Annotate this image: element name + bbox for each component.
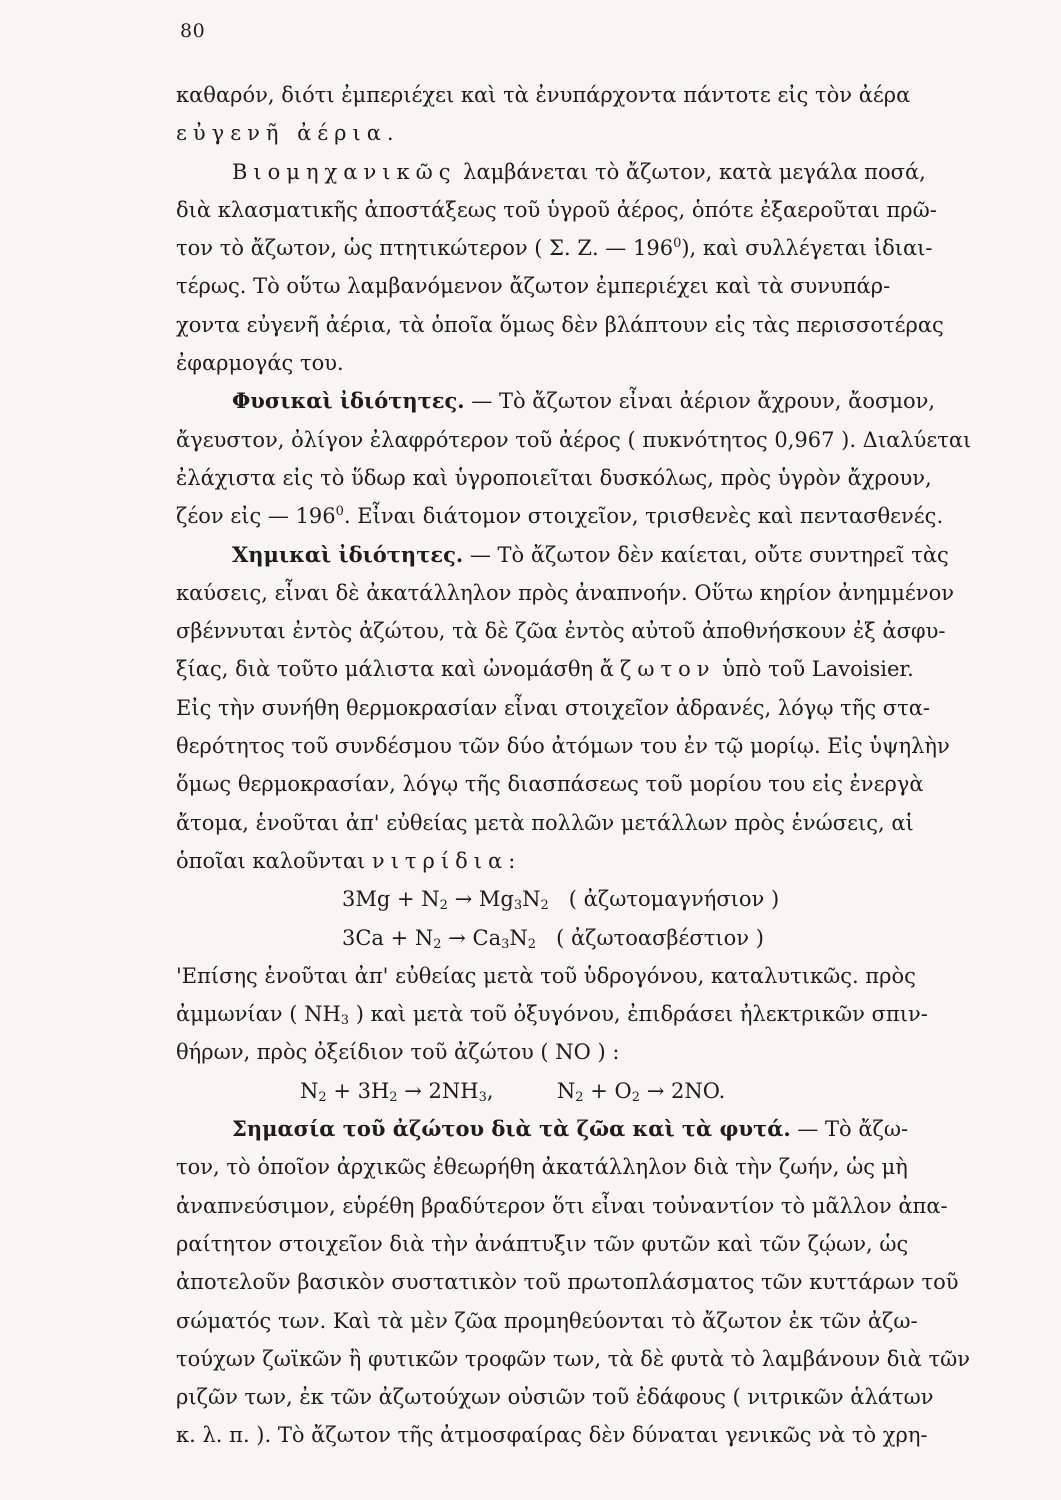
equation-text: ( ἀζωτοασβέστιον ) — [536, 925, 764, 950]
equation-text: 3Ca + N — [342, 925, 434, 950]
equation-text: + O — [583, 1078, 632, 1103]
text-line — [176, 842, 1028, 880]
text-line: καύσεις, εἶναι δὲ ἀκατάλληλον πρὸς ἀναπνοήν. Οὕτω κηρίον ἀνημμένον — [176, 580, 954, 605]
text-span: — Τὸ ἄζωτον δὲν καίεται, οὔτε συντηρεῖ τὰς — [463, 542, 949, 567]
text-line: ὅμως θερμοκρασίαν, λόγῳ τῆς διασπάσεως τοῦ μορίου του εἰς ἐνεργὰ — [176, 772, 924, 797]
text-line: ἐλάχιστα εἰς τὸ ὕδωρ καὶ ὑγροποιεῖται δυσκόλως, πρὸς ὑγρὸν ἄχρουν, — [176, 465, 932, 490]
text-line: ἀποτελοῦν βασικὸν συστατικὸν τοῦ πρωτοπλάσματος τῶν κυττάρων τοῦ — [176, 1270, 959, 1295]
text-line — [176, 229, 1028, 267]
equation-line — [176, 919, 1028, 957]
equation-text: N — [522, 887, 541, 912]
text-line: ἄτομα, ἑνοῦται ἀπ' εὐθείας μετὰ πολλῶν μετάλλων πρὸς ἑνώσεις, αἱ — [176, 810, 914, 835]
equation-text: ( ἀζωτομαγνήσιον ) — [548, 887, 780, 912]
text-span: — Τὸ ἄζω- — [790, 1117, 909, 1142]
text-span: . Εἶναι διάτομον στοιχεῖον, τρισθενὲς καὶ πεντασθενές. — [343, 504, 944, 529]
section-heading: Χημικαὶ ἰδιότητες. — [232, 541, 464, 567]
text-line — [176, 650, 1028, 688]
text-line — [176, 382, 1028, 420]
equation-text: 3Mg + N — [342, 887, 440, 912]
subscript: 2 — [318, 1089, 327, 1105]
text-line: Εἰς τὴν συνήθη θερμοκρασίαν εἶναι στοιχεῖον ἀδρανές, λόγῳ τῆς στα- — [176, 695, 930, 720]
equation-line — [176, 1072, 1028, 1110]
text-line: σώματός των. Καὶ τὰ μὲν ζῶα προμηθεύονται τὸ ἄζωτον ἐκ τῶν ἀζω- — [176, 1308, 918, 1333]
subscript: 2 — [575, 1089, 584, 1105]
text-span: ἀμμωνίαν ( NH — [176, 1002, 341, 1027]
text-line — [176, 995, 1028, 1033]
equation-text: → Mg — [447, 887, 514, 912]
text-line: θήρων, πρὸς ὀξείδιον τοῦ ἀζώτου ( NO ) : — [176, 1040, 620, 1065]
text-span: ὁποῖαι καλοῦνται — [176, 848, 372, 873]
text-line: τούχων ζωϊκῶν ἢ φυτικῶν τροφῶν των, τὰ δὲ φυτὰ τὸ λαμβάνουν διὰ τῶν — [176, 1346, 971, 1371]
subscript: 3 — [340, 1013, 350, 1029]
subscript: 2 — [631, 1089, 641, 1105]
text-line — [176, 536, 1028, 574]
equation-part — [300, 1079, 494, 1103]
text-line: τέρως. Τὸ οὕτω λαμβανόμενον ἄζωτον ἐμπεριέχει καὶ τὰ συνυπάρ- — [176, 274, 891, 299]
subscript: 2 — [433, 936, 442, 952]
text-line: ραίτητον στοιχεῖον διὰ τὴν ἀνάπτυξιν τῶν φυτῶν καὶ τῶν ζῴων, ὡς — [176, 1231, 909, 1256]
equation-line — [176, 880, 1028, 918]
equation-text: , — [486, 1078, 494, 1103]
superscript: 0 — [673, 236, 682, 252]
subscript: 3 — [513, 898, 523, 914]
section-heading: Σημασία τοῦ ἀζώτου διὰ τὰ ζῶα καὶ τὰ φυτά. — [232, 1116, 791, 1142]
text-line: κ. λ. π. ). Τὸ ἄζωτον τῆς ἀτμοσφαίρας δὲν δύναται γενικῶς νὰ τὸ χρη- — [176, 1423, 928, 1448]
text-line: εὐγενῆ ἀέρια. — [176, 121, 400, 146]
equation-text: + 3H — [326, 1078, 390, 1103]
subscript: 3 — [478, 1089, 487, 1105]
text-span: ) καὶ μετὰ τοῦ ὀξυγόνου, ἐπιδράσει ἠλεκτρικῶν σπιν- — [349, 1002, 928, 1027]
text-span: : — [508, 848, 516, 873]
text-line: διὰ κλασματικῆς ἀποστάξεως τοῦ ὑγροῦ ἀέρος, ὁπότε ἐξαεροῦται πρῶ- — [176, 197, 937, 222]
equation-text: N — [300, 1078, 319, 1103]
equation-text: N — [509, 925, 528, 950]
subscript: 2 — [527, 936, 537, 952]
text-line — [176, 497, 1028, 535]
subscript: 2 — [540, 898, 549, 914]
text-span: ὑπὸ τοῦ Lavoisier. — [715, 657, 914, 682]
equation-text: → 2NO. — [640, 1078, 726, 1103]
emphasized-term: νιτρίδια — [371, 848, 509, 873]
text-line: σβέννυται ἐντὸς ἀζώτου, τὰ δὲ ζῶα ἐντὸς αὐτοῦ ἀποθνήσκουν ἐξ ἀσφυ- — [176, 619, 946, 644]
text-line — [176, 1110, 1028, 1148]
text-span: — Τὸ ἄζωτον εἶναι ἀέριον ἄχρουν, ἄοσμον, — [464, 389, 936, 414]
text-line: ριζῶν των, ἐκ τῶν ἀζωτούχων οὐσιῶν τοῦ ἐδάφους ( νιτρικῶν ἁλάτων — [176, 1385, 934, 1410]
text-line: ἄγευστον, ὀλίγον ἐλαφρότερον τοῦ ἀέρος ( πυκνότητος 0,967 ). Διαλύεται — [176, 427, 972, 452]
section-heading: Φυσικαὶ ἰδιότητες. — [232, 388, 465, 414]
text-line: τον, τὸ ὁποῖον ἀρχικῶς ἐθεωρήθη ἀκατάλληλον διὰ τὴν ζωήν, ὡς μὴ — [176, 1155, 908, 1180]
text-span: ), καὶ συλλέγεται ἰδιαι- — [681, 236, 933, 261]
subscript: 2 — [439, 898, 448, 914]
subscript: 2 — [389, 1089, 398, 1105]
page-text — [176, 76, 1028, 1455]
text-line: ἀναπνεύσιμον, εὑρέθη βραδύτερον ὅτι εἶναι τοὐναντίον τὸ μᾶλλον ἀπα- — [176, 1193, 948, 1218]
subscript: 3 — [501, 936, 510, 952]
text-line: ἐφαρμογάς του. — [176, 351, 344, 376]
superscript: 0 — [335, 504, 344, 520]
text-line: θερότητος τοῦ συνδέσμου τῶν δύο ἀτόμων του ἐν τῷ μορίῳ. Εἰς ὑψηλὴν — [176, 734, 950, 759]
equation-text: → 2NH — [397, 1078, 479, 1103]
emphasized-term: ἄζωτον — [599, 657, 716, 682]
text-line: χοντα εὐγενῆ ἀέρια, τὰ ὁποῖα ὅμως δὲν βλάπτουν εἰς τὰς περισσοτέρας — [176, 312, 944, 337]
text-span: λαμβάνεται τὸ ἄζωτον, κατὰ μεγάλα ποσά, — [456, 159, 926, 184]
text-span: ζέον εἰς — 196 — [176, 504, 336, 529]
text-span: τον τὸ ἄζωτον, ὡς πτητικώτερον ( Σ. Ζ. — 196 — [176, 236, 674, 261]
page-number: 80 — [180, 20, 206, 42]
equation-text: N — [556, 1078, 576, 1103]
text-line: καθαρόν, διότι ἐμπεριέχει καὶ τὰ ἐνυπάρχοντα πάντοτε εἰς τὸν ἀέρα — [176, 83, 911, 107]
emphasized-term: Βιομηχανικῶς — [232, 159, 457, 184]
text-line — [176, 153, 1028, 191]
text-span: ξίας, διὰ τοῦτο μάλιστα καὶ ὠνομάσθη — [176, 657, 600, 682]
equation-part — [557, 1079, 725, 1103]
text-line: 'Επίσης ἑνοῦται ἀπ' εὐθείας μετὰ τοῦ ὑδρογόνου, καταλυτικῶς. πρὸς — [176, 963, 916, 988]
equation-text: → Ca — [441, 925, 502, 950]
